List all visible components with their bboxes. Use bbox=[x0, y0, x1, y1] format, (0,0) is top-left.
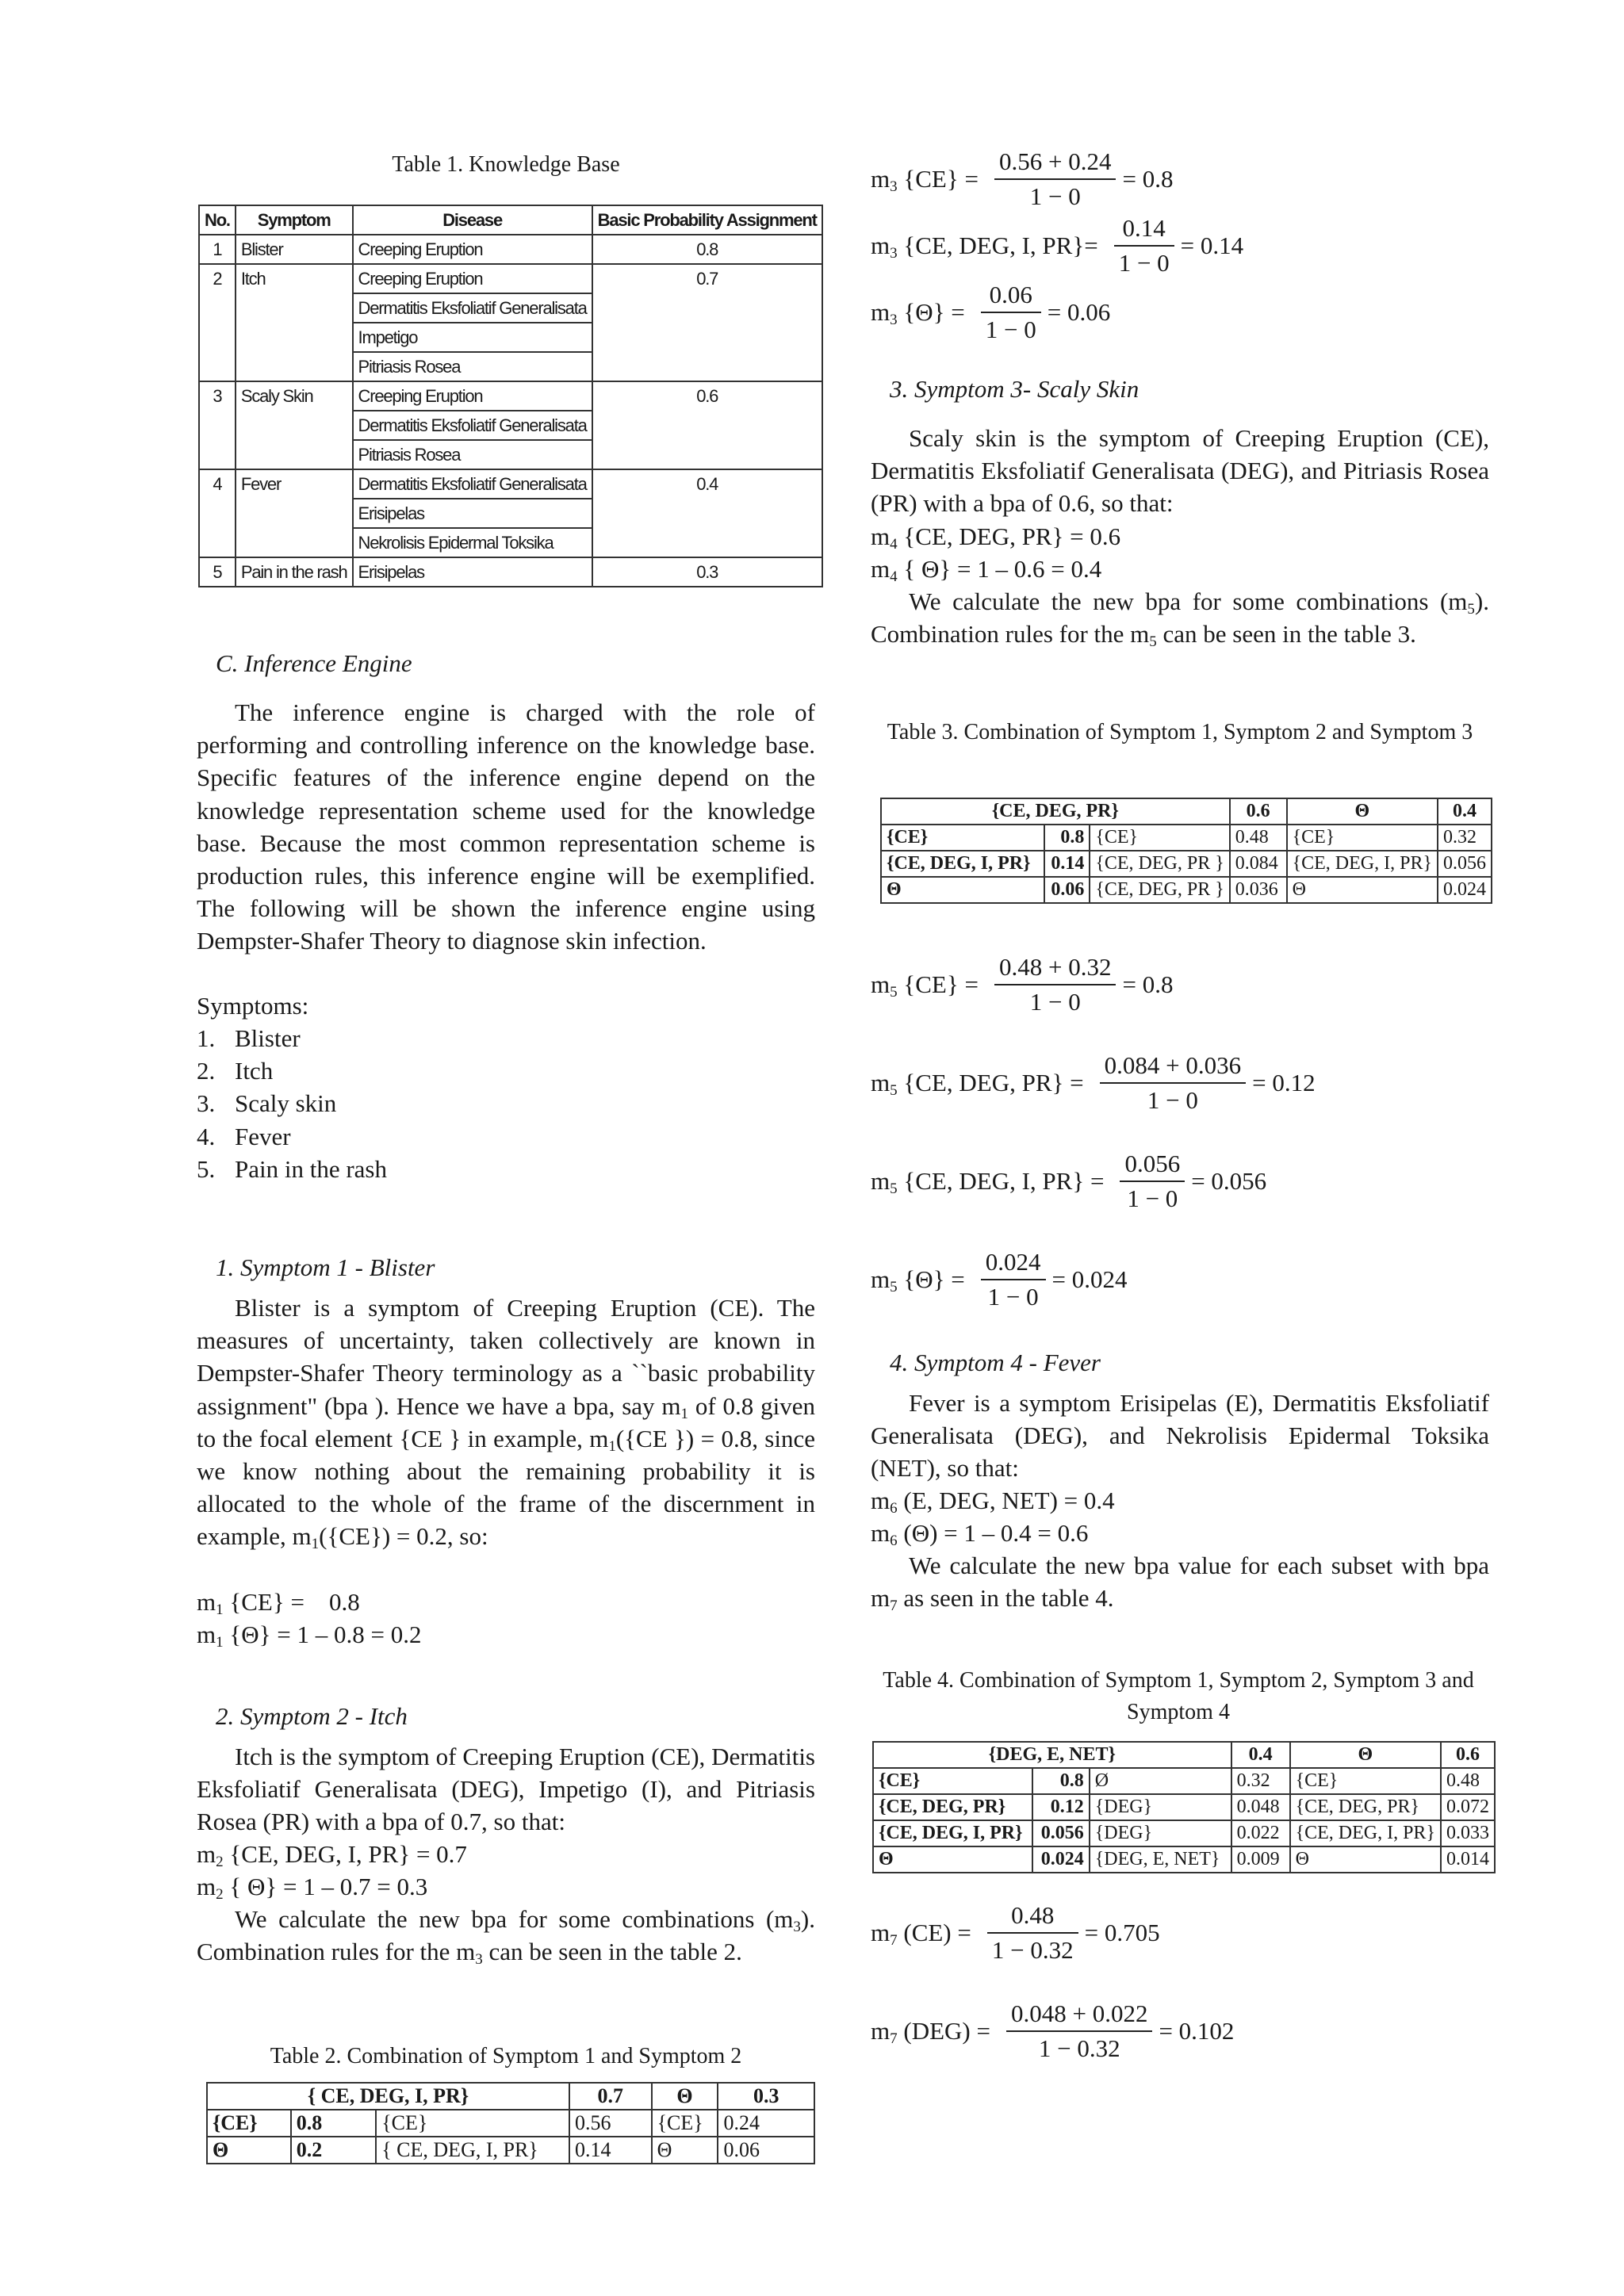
symptom2-paragraph: Itch is the symptom of Creeping Eruption (CE), Dermatitis Eksfoliatif Generalisata (DEG), Impetigo (I), and Pitriasis Rosea (PR) with a bpa of 0.7, so that: bbox=[197, 1743, 815, 1836]
kb-symptom-cell: Itch bbox=[236, 264, 353, 293]
m5-equation-2: $m_5$ {CE, DEG, PR} = $\frac{0.084 + 0.036}{1 - 0}$ = 0.12 bbox=[871, 1051, 1316, 1114]
combination-table-4 bbox=[872, 1741, 1496, 1873]
combination-table-2 bbox=[206, 2082, 815, 2164]
table-row bbox=[199, 235, 822, 264]
m3-equation-2: $m_3$ {CE, DEG, I, PR}= $\frac{0.14}{1 - 0}$ = 0.14 bbox=[871, 214, 1244, 277]
list-item: 5. Pain in the rash bbox=[197, 1154, 387, 1183]
symptom3-heading: 3. Symptom 3- Scaly Skin bbox=[890, 375, 1139, 403]
table-row bbox=[199, 411, 822, 440]
kb-bpa-cell: 0.6 bbox=[592, 381, 822, 411]
table-row: {CE} 0.8 {CE} 0.56 {CE} 0.24 bbox=[207, 2110, 814, 2137]
symptom1-equation-1: $m_1$ {CE} = 0.8 bbox=[197, 1588, 360, 1618]
table-row bbox=[199, 440, 822, 469]
symptom2-equation-1: $m_2$ {CE, DEG, I, PR} = 0.7 bbox=[197, 1840, 467, 1870]
kb-disease-cell: Nekrolisis Epidermal Toksika bbox=[353, 528, 592, 557]
symptom2-paragraph-2: We calculate the new bpa for some combinations $(m_3)$. Combination rules for the $m_3$ can be seen in the table 2. bbox=[197, 1905, 815, 1969]
kb-disease-cell: Pitriasis Rosea bbox=[353, 352, 592, 381]
m7-equation-2: $m_7$ (DEG) = $\frac{0.048 + 0.022}{1 - 0.32}$ = 0.102 bbox=[871, 1999, 1235, 2062]
knowledge-base-table bbox=[198, 205, 823, 587]
symptom4-equation-2: $m_6$ (Θ) = 1 – 0.4 = 0.6 bbox=[871, 1519, 1089, 1549]
kb-disease-cell: Impetigo bbox=[353, 323, 592, 352]
symptom4-equation-1: $m_6$ (E, DEG, NET) = 0.4 bbox=[871, 1487, 1115, 1517]
table-row bbox=[199, 499, 822, 528]
kb-bpa-cell bbox=[592, 440, 822, 469]
kb-symptom-cell: Blister bbox=[236, 235, 353, 264]
combination-table-3 bbox=[880, 798, 1492, 904]
symptom2-equation-2: $m_2$ { Θ} = 1 – 0.7 = 0.3 bbox=[197, 1873, 428, 1903]
kb-bpa-cell: 0.3 bbox=[592, 557, 822, 587]
kb-disease-cell: Erisipelas bbox=[353, 499, 592, 528]
kb-disease-cell: Creeping Eruption bbox=[353, 264, 592, 293]
list-item: 2. Itch bbox=[197, 1057, 274, 1085]
symptom3-equation-2: $m_4$ { Θ} = 1 – 0.6 = 0.4 bbox=[871, 555, 1102, 585]
kb-symptom-cell bbox=[236, 323, 353, 352]
kb-bpa-cell: 0.4 bbox=[592, 469, 822, 499]
table-row bbox=[199, 352, 822, 381]
symptom1-equation-2: $m_1$ {Θ} = 1 – 0.8 = 0.2 bbox=[197, 1621, 422, 1651]
table1-header-symptom: Symptom bbox=[236, 205, 353, 235]
kb-symptom-cell bbox=[236, 440, 353, 469]
kb-no-cell bbox=[199, 440, 236, 469]
symptom3-equation-1: $m_4$ {CE, DEG, PR} = 0.6 bbox=[871, 522, 1121, 553]
kb-disease-cell: Dermatitis Eksfoliatif Generalisata bbox=[353, 469, 592, 499]
table-row bbox=[199, 381, 822, 411]
table-row: Θ 0.2 { CE, DEG, I, PR} 0.14 Θ 0.06 bbox=[207, 2137, 814, 2164]
table1-body bbox=[199, 235, 822, 587]
symptom3-paragraph-2: We calculate the new bpa for some combinations $(m_5)$. Combination rules for the $m_5$ can be seen in the table 3. bbox=[871, 587, 1489, 651]
table1-header-disease: Disease bbox=[353, 205, 592, 235]
kb-bpa-cell bbox=[592, 323, 822, 352]
kb-bpa-cell bbox=[592, 411, 822, 440]
table-row bbox=[199, 557, 822, 587]
kb-no-cell bbox=[199, 323, 236, 352]
kb-symptom-cell bbox=[236, 293, 353, 323]
kb-bpa-cell bbox=[592, 499, 822, 528]
kb-disease-cell: Erisipelas bbox=[353, 557, 592, 587]
section-c-paragraph: The inference engine is charged with the role of performing and controlling inference on the knowledge base. Specific features of the inference engine depend on the knowledge representation scheme used for the knowledge base. Because the most common representation scheme is production rules, this inference engine will be exemplified. The following will be shown the inference engine using Dempster-Shafer Theory to diagnose skin infection. bbox=[197, 698, 815, 955]
m7-equation-1: $m_7$ (CE) = $\frac{0.48}{1 - 0.32}$ = 0.705 bbox=[871, 1901, 1160, 1964]
m5-equation-3: $m_5$ {CE, DEG, I, PR} = $\frac{0.056}{1 - 0}$ = 0.056 bbox=[871, 1150, 1267, 1212]
kb-disease-cell: Pitriasis Rosea bbox=[353, 440, 592, 469]
table-row bbox=[199, 323, 822, 352]
m3-equation-3: $m_3$ {Θ} = $\frac{0.06}{1 - 0}$ = 0.06 bbox=[871, 281, 1111, 343]
symptom4-paragraph-2: We calculate the new bpa value for each subset with bpa $m_7$ as seen in the table 4. bbox=[871, 1552, 1489, 1615]
kb-no-cell bbox=[199, 528, 236, 557]
kb-no-cell: 1 bbox=[199, 235, 236, 264]
kb-no-cell bbox=[199, 293, 236, 323]
symptom4-paragraph: Fever is a symptom Erisipelas (E), Dermatitis Eksfoliatif Generalisata (DEG), and Nekrolisis Epidermal Toksika (NET), so that: bbox=[871, 1389, 1489, 1483]
kb-disease-cell: Dermatitis Eksfoliatif Generalisata bbox=[353, 411, 592, 440]
kb-no-cell: 2 bbox=[199, 264, 236, 293]
list-item: 4. Fever bbox=[197, 1122, 291, 1150]
kb-bpa-cell bbox=[592, 293, 822, 323]
kb-bpa-cell: 0.7 bbox=[592, 264, 822, 293]
kb-no-cell bbox=[199, 499, 236, 528]
table-row bbox=[199, 469, 822, 499]
kb-bpa-cell: 0.8 bbox=[592, 235, 822, 264]
table-row bbox=[199, 293, 822, 323]
table1-header-no: No. bbox=[199, 205, 236, 235]
symptom3-paragraph: Scaly skin is the symptom of Creeping Eruption (CE), Dermatitis Eksfoliatif Generalisata (DEG), and Pitriasis Rosea (PR) with a bpa of 0.6, so that: bbox=[871, 424, 1489, 518]
symptoms-list bbox=[197, 1022, 387, 1185]
kb-no-cell bbox=[199, 411, 236, 440]
kb-symptom-cell bbox=[236, 411, 353, 440]
symptom2-heading: 2. Symptom 2 - Itch bbox=[216, 1702, 408, 1730]
table4-caption: Table 4. Combination of Symptom 1, Symptom 2, Symptom 3 and Symptom 4 bbox=[883, 1668, 1474, 1724]
m5-equation-4: $m_5$ {Θ} = $\frac{0.024}{1 - 0}$ = 0.024 bbox=[871, 1248, 1128, 1311]
table-row: { CE, DEG, I, PR} 0.7 Θ 0.3 bbox=[207, 2083, 814, 2110]
table-row bbox=[199, 264, 822, 293]
table-row: {CE} 0.8 Ø 0.32 {CE} 0.48 bbox=[873, 1768, 1495, 1794]
m3-equation-1: $m_3$ {CE} = $\frac{0.56 + 0.24}{1 - 0}$ = 0.8 bbox=[871, 147, 1174, 210]
kb-no-cell: 5 bbox=[199, 557, 236, 587]
table1-header-row bbox=[199, 205, 822, 235]
kb-bpa-cell bbox=[592, 352, 822, 381]
table1-header-bpa: Basic Probability Assignment bbox=[592, 205, 822, 235]
table2-caption: Table 2. Combination of Symptom 1 and Symptom 2 bbox=[270, 2044, 742, 2068]
table-row: {CE, DEG, PR} 0.12 {DEG} 0.048 {CE, DEG, PR} 0.072 bbox=[873, 1794, 1495, 1820]
symptom1-paragraph: Blister is a symptom of Creeping Eruption (CE). The measures of uncertainty, taken collectively are known in Dempster-Shafer Theory terminology as a ``basic probability assignment" (bpa ). Hence we have a bpa, say $m_1$ of 0.8 given to the focal element {CE } in example, $m_1(\{CE$ }) = 0.8, since we know nothing about the remaining probability it is allocated to the whole of the frame of the discernment in example, $m_1(\{CE\}) = 0.2$, so: bbox=[197, 1294, 816, 1553]
kb-disease-cell: Dermatitis Eksfoliatif Generalisata bbox=[353, 293, 592, 323]
table-row: {DEG, E, NET} 0.4 Θ 0.6 bbox=[873, 1742, 1495, 1768]
table-row bbox=[199, 528, 822, 557]
table-row: {CE, DEG, I, PR} 0.056 {DEG} 0.022 {CE, DEG, I, PR} 0.033 bbox=[873, 1820, 1495, 1846]
symptom1-heading: 1. Symptom 1 - Blister bbox=[216, 1253, 435, 1281]
table-row: {CE} 0.8 {CE} 0.48 {CE} 0.32 bbox=[881, 825, 1492, 851]
m5-equation-1: $m_5$ {CE} = $\frac{0.48 + 0.32}{1 - 0}$ = 0.8 bbox=[871, 953, 1174, 1016]
symptom4-heading: 4. Symptom 4 - Fever bbox=[890, 1349, 1101, 1376]
kb-symptom-cell: Pain in the rash bbox=[236, 557, 353, 587]
section-c-heading: C. Inference Engine bbox=[216, 649, 412, 677]
kb-symptom-cell: Fever bbox=[236, 469, 353, 499]
table1-caption: Table 1. Knowledge Base bbox=[392, 152, 620, 177]
kb-symptom-cell bbox=[236, 352, 353, 381]
kb-symptom-cell bbox=[236, 499, 353, 528]
kb-symptom-cell: Scaly Skin bbox=[236, 381, 353, 411]
list-item: 3. Scaly skin bbox=[197, 1089, 337, 1118]
kb-symptom-cell bbox=[236, 528, 353, 557]
kb-disease-cell: Creeping Eruption bbox=[353, 381, 592, 411]
table3-caption: Table 3. Combination of Symptom 1, Symptom 2 and Symptom 3 bbox=[887, 720, 1473, 744]
symptoms-label: Symptoms: bbox=[197, 992, 309, 1020]
table-row: Θ 0.06 {CE, DEG, PR } 0.036 Θ 0.024 bbox=[881, 877, 1492, 903]
kb-no-cell: 4 bbox=[199, 469, 236, 499]
table-row: {CE, DEG, PR} 0.6 Θ 0.4 bbox=[881, 798, 1492, 825]
kb-disease-cell: Creeping Eruption bbox=[353, 235, 592, 264]
table-row: Θ 0.024 {DEG, E, NET} 0.009 Θ 0.014 bbox=[873, 1846, 1495, 1873]
kb-no-cell bbox=[199, 352, 236, 381]
table-row: {CE, DEG, I, PR} 0.14 {CE, DEG, PR } 0.084 {CE, DEG, I, PR} 0.056 bbox=[881, 851, 1492, 877]
list-item: 1. Blister bbox=[197, 1024, 301, 1052]
kb-bpa-cell bbox=[592, 528, 822, 557]
kb-no-cell: 3 bbox=[199, 381, 236, 411]
